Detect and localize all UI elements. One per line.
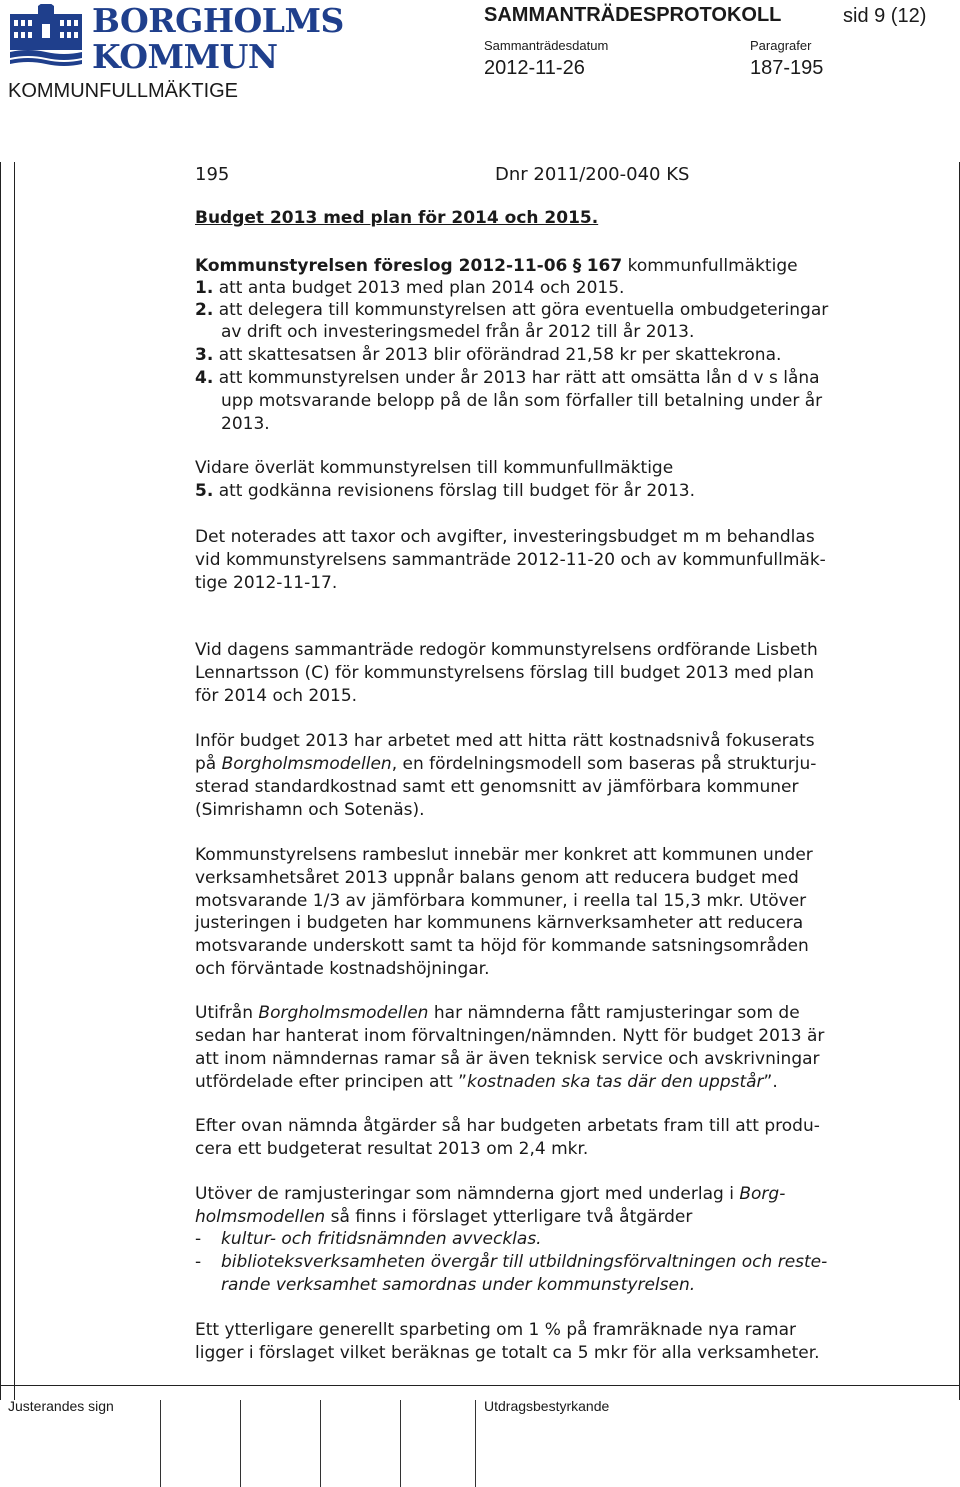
model-name-italic: holmsmodellen — [195, 1207, 326, 1227]
signature-box-divider — [475, 1400, 476, 1487]
paragraph-line: vid kommunstyrelsens sammanträde 2012-11-20 och av kommunfullmäk- — [195, 550, 826, 570]
proposal-item-4-cont: upp motsvarande belopp på de lån som förfaller till betalning under år — [221, 391, 823, 411]
item-number: 3. — [195, 345, 214, 365]
footer-divider — [0, 1385, 960, 1386]
paragraph-line: sedan har hanterat inom förvaltningen/nämnden. Nytt för budget 2013 är — [195, 1026, 825, 1046]
proposal-item-5 — [195, 480, 695, 503]
paragraph-line: Vid dagens sammanträde redogör kommunstyrelsens ordförande Lisbeth — [195, 640, 818, 660]
signature-box-divider — [320, 1400, 321, 1487]
paragraph-line: Det noterades att taxor och avgifter, investeringsbudget m m behandlas — [195, 527, 815, 547]
municipal-crest-icon — [8, 4, 84, 66]
item-text: att godkänna revisionens förslag till budget för år 2013. — [218, 481, 696, 501]
model-name-italic: Borgholmsmodellen — [221, 754, 392, 774]
text-run: ”. — [763, 1072, 778, 1092]
left-margin-inner-line — [14, 162, 15, 1400]
proposal-intro — [195, 255, 798, 278]
paragraph-line — [195, 753, 816, 776]
paragraph-line: justeringen i budgeten har kommunens kärnverksamheter att reducera — [195, 913, 804, 933]
paragraph-line: för 2014 och 2015. — [195, 686, 358, 706]
model-name-italic: Borg- — [739, 1184, 786, 1204]
paragraph-sign-icon: § — [572, 256, 582, 276]
text-run: utfördelade efter principen att ” — [195, 1072, 467, 1092]
item-number: 4. — [195, 368, 214, 388]
bullet-text: biblioteksverksamheten övergår till utbildningsförvaltningen och reste- — [221, 1252, 828, 1272]
proposal-intro-rest: kommunfullmäktige — [627, 256, 798, 276]
proposal-further: Vidare överlät kommunstyrelsen till kommunfullmäktige — [195, 458, 674, 478]
paragraph-line: att inom nämndernas ramar så är även teknisk service och avskrivningar — [195, 1049, 820, 1069]
case-title: Budget 2013 med plan för 2014 och 2015. — [195, 208, 599, 228]
signature-label: Justerandes sign — [8, 1398, 114, 1414]
proposal-item-2 — [195, 299, 828, 322]
paragraph-line: motsvarande 1/3 av jämförbara kommuner, i reella tal 15,3 mkr. Utöver — [195, 891, 807, 911]
paragraph-line — [195, 1183, 785, 1206]
paragraph-value: 187-195 — [750, 57, 824, 79]
text-run: på — [195, 754, 222, 774]
extract-certified-label: Utdragsbestyrkande — [484, 1398, 610, 1414]
paragraph-line: cera ett budgeterat resultat 2013 om 2,4 mkr. — [195, 1139, 589, 1159]
principle-quote-italic: kostnaden ska tas där den uppstår — [466, 1072, 764, 1092]
date-value: 2012-11-26 — [484, 57, 585, 79]
text-run: Utifrån — [195, 1003, 259, 1023]
signature-box-divider — [240, 1400, 241, 1487]
case-dnr: Dnr 2011/200-040 KS — [495, 164, 690, 185]
paragraph-line: sterad standardkostnad samt ett genomsnitt av jämförbara kommuner — [195, 777, 799, 797]
item-number: 1. — [195, 278, 214, 298]
proposal-item-4 — [195, 367, 820, 390]
paragraph-label: Paragrafer — [750, 38, 812, 53]
paragraph-line: (Simrishamn och Sotenäs). — [195, 800, 425, 820]
text-run: , en fördelningsmodell som baseras på strukturju- — [391, 754, 817, 774]
paragraph-line: Efter ovan nämnda åtgärder så har budgeten arbetats fram till att produ- — [195, 1116, 820, 1136]
paragraph-line: och förväntade kostnadshöjningar. — [195, 959, 490, 979]
paragraph-line — [195, 1002, 800, 1025]
bullet-dash: - — [195, 1252, 202, 1272]
case-number: 195 — [195, 164, 230, 185]
org-name-line1: BORGHOLMS — [92, 1, 344, 40]
paragraph-line: Ett ytterligare generellt sparbeting om 1 % på framräknade nya ramar — [195, 1320, 797, 1340]
proposal-item-2-cont: av drift och investeringsmedel från år 2012 till år 2013. — [221, 322, 695, 342]
date-label: Sammanträdesdatum — [484, 38, 609, 53]
paragraph-line: Inför budget 2013 har arbetet med att hitta rätt kostnadsnivå fokuserats — [195, 731, 815, 751]
proposal-item-1 — [195, 277, 624, 300]
bullet-dash: - — [195, 1229, 202, 1249]
signature-box-divider — [160, 1400, 161, 1487]
paragraph-line — [195, 1206, 692, 1229]
doc-title: SAMMANTRÄDESPROTOKOLL — [484, 4, 782, 26]
left-margin-outer-line — [0, 162, 1, 1400]
page-number: sid 9 (12) — [843, 5, 927, 27]
proposal-intro-bold: Kommunstyrelsen föreslog 2012-11-06 — [195, 256, 568, 276]
text-run: har nämnderna fått ramjusteringar som de — [428, 1003, 800, 1023]
paragraph-line: motsvarande underskott samt ta höjd för kommande satsningsområden — [195, 936, 809, 956]
bullet-item-cont — [221, 1274, 695, 1297]
bullet-text: kultur- och fritidsnämnden avvecklas. — [221, 1229, 542, 1249]
item-number: 5. — [195, 481, 214, 501]
proposal-item-3 — [195, 344, 781, 367]
proposal-item-4-cont: 2013. — [221, 414, 270, 434]
text-run: så finns i förslaget ytterligare två åtgärder — [325, 1207, 693, 1227]
item-number: 2. — [195, 300, 214, 320]
body-name: KOMMUNFULLMÄKTIGE — [8, 80, 239, 102]
proposal-ref: 167 — [586, 256, 623, 276]
paragraph-line: Kommunstyrelsens rambeslut innebär mer konkret att kommunen under — [195, 845, 813, 865]
model-name-italic: Borgholmsmodellen — [258, 1003, 429, 1023]
bullet-text: rande verksamhet samordnas under kommunstyrelsen. — [221, 1275, 696, 1295]
bullet-item — [221, 1228, 542, 1251]
item-text: att skattesatsen år 2013 blir oförändrad 21,58 kr per skattekrona. — [218, 345, 782, 365]
paragraph-line — [195, 1071, 778, 1094]
bullet-item — [221, 1251, 827, 1274]
paragraph-line: verksamhetsåret 2013 uppnår balans genom att reducera budget med — [195, 868, 799, 888]
item-text: att kommunstyrelsen under år 2013 har rätt att omsätta lån d v s låna — [218, 368, 820, 388]
org-name-line2: KOMMUN — [92, 37, 278, 76]
paragraph-line: ligger i förslaget vilket beräknas ge totalt ca 5 mkr för alla verksamheter. — [195, 1343, 820, 1363]
signature-box-divider — [400, 1400, 401, 1487]
paragraph-line: tige 2012-11-17. — [195, 573, 338, 593]
item-text: att delegera till kommunstyrelsen att göra eventuella ombudgeteringar — [218, 300, 829, 320]
paragraph-line: Lennartsson (C) för kommunstyrelsens förslag till budget 2013 med plan — [195, 663, 814, 683]
item-text: att anta budget 2013 med plan 2014 och 2015. — [218, 278, 625, 298]
text-run: Utöver de ramjusteringar som nämnderna gjort med underlag i — [195, 1184, 740, 1204]
